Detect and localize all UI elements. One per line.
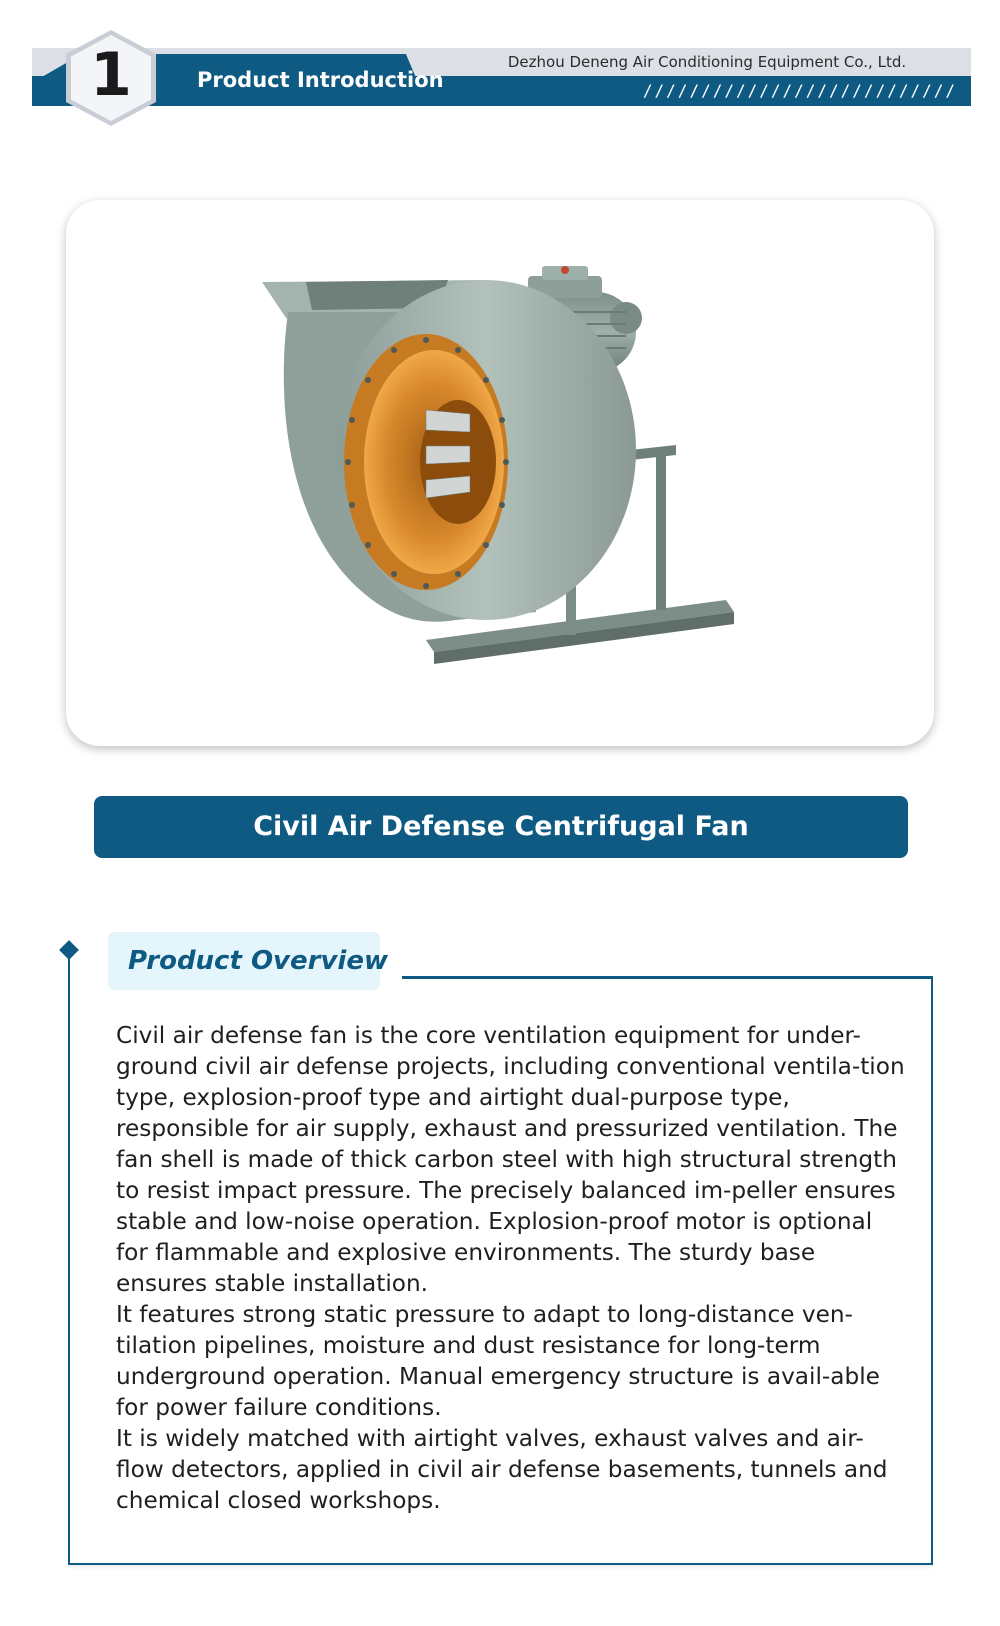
- product-name-banner: Civil Air Defense Centrifugal Fan: [94, 796, 908, 858]
- overview-paragraph: Civil air defense fan is the core ventilation equipment for under-ground civil air defense projects, including conventional ventila-tion type, explosion-proof type and airtight dual-purpose type, responsible for air supply, exhaust and pressurized ventilation. The fan shell is made of thick carbon steel with high structural strength to resist impact pressure. The precisely balanced im-peller ensures stable and low-noise operation. Explosion-proof motor is optional for flammable and explosive environments. The sturdy base ensures stable installation.: [116, 1022, 905, 1297]
- overview-top-border: [402, 976, 933, 979]
- company-name: Dezhou Deneng Air Conditioning Equipment Co., Ltd.: [507, 53, 907, 71]
- header-slash-decoration: ///////////////////////////: [642, 81, 957, 100]
- section-number-hexagon: [66, 30, 156, 126]
- section-number: 1: [90, 40, 132, 110]
- section-header: [32, 48, 971, 106]
- centrifugal-fan-illustration: [66, 200, 934, 746]
- overview-left-border: [68, 955, 70, 1565]
- product-image-card: [66, 200, 934, 746]
- diamond-bullet-icon: [59, 940, 79, 960]
- overview-paragraph: It is widely matched with airtight valves, exhaust valves and air-flow detectors, applied in civil air defense basements, tunnels and chemical closed workshops.: [116, 1425, 888, 1514]
- overview-bottom-border: [68, 1563, 933, 1565]
- section-title: Product Introduction: [197, 68, 444, 92]
- overview-title: Product Overview: [128, 946, 388, 976]
- impeller-blades: [426, 410, 470, 498]
- overview-right-border: [931, 976, 933, 1565]
- overview-body: [116, 1020, 906, 1516]
- overview-paragraph: It features strong static pressure to adapt to long-distance ven-tilation pipelines, moisture and dust resistance for long-term underground operation. Manual emergency structure is avail-able for power failure conditions.: [116, 1301, 880, 1421]
